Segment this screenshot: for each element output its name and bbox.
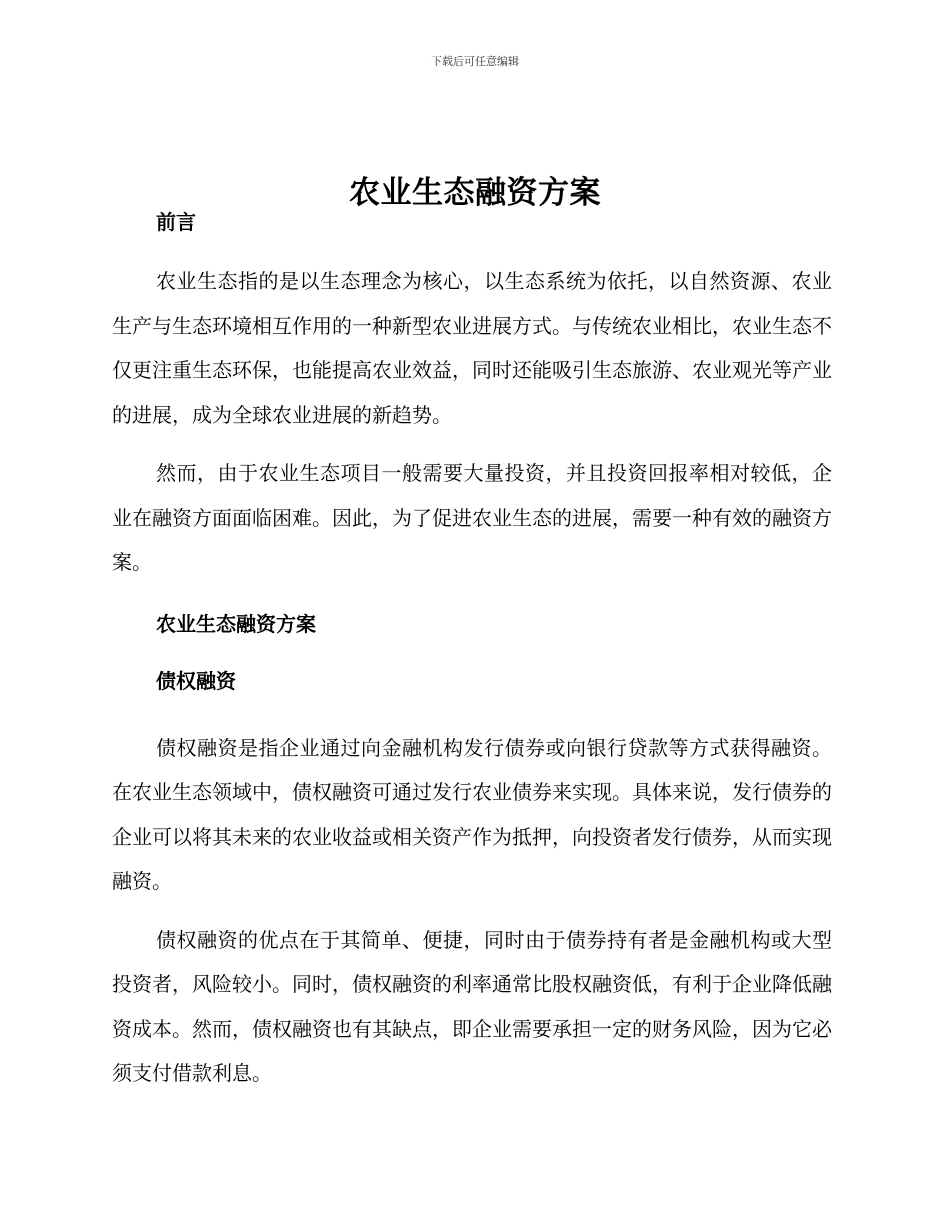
paragraph-financing-difficulty: 然而，由于农业生态项目一般需要大量投资，并且投资回报率相对较低，企业在融资方面面临困难。因此，为了促进农业生态的进展，需要一种有效的融资方案。 — [112, 461, 832, 574]
subsection-heading-debt-financing: 债权融资 — [156, 668, 236, 693]
paragraph-debt-definition: 债权融资是指企业通过向金融机构发行债券或向银行贷款等方式获得融资。在农业生态领域中，债权融资可通过发行农业债券来实现。具体来说，发行债券的企业可以将其未来的农业收益或相关资产作为抵押，向投资者发行债券，从而实现融资。 — [112, 735, 832, 893]
section-heading-preface: 前言 — [156, 210, 196, 234]
document-title: 农业生态融资方案 — [349, 174, 601, 211]
paragraph-intro: 农业生态指的是以生态理念为核心，以生态系统为依托，以自然资源、农业生产与生态环境相互作用的一种新型农业进展方式。与传统农业相比，农业生态不仅更注重生态环保，也能提高农业效益，同时还能吸引生态旅游、农业观光等产业的进展，成为全球农业进展的新趋势。 — [112, 269, 832, 427]
document-body — [112, 205, 832, 1096]
page-header-note: 下载后可任意编辑 — [431, 55, 519, 68]
paragraph-debt-pros-cons: 债权融资的优点在于其简单、便捷，同时由于债券持有者是金融机构或大型投资者，风险较小。同时，债权融资的利率通常比股权融资低，有利于企业降低融资成本。然而，债权融资也有其缺点，即企业需要承担一定的财务风险，因为它必须支付借款利息。 — [112, 927, 832, 1085]
section-heading-financing-plan: 农业生态融资方案 — [156, 611, 316, 636]
